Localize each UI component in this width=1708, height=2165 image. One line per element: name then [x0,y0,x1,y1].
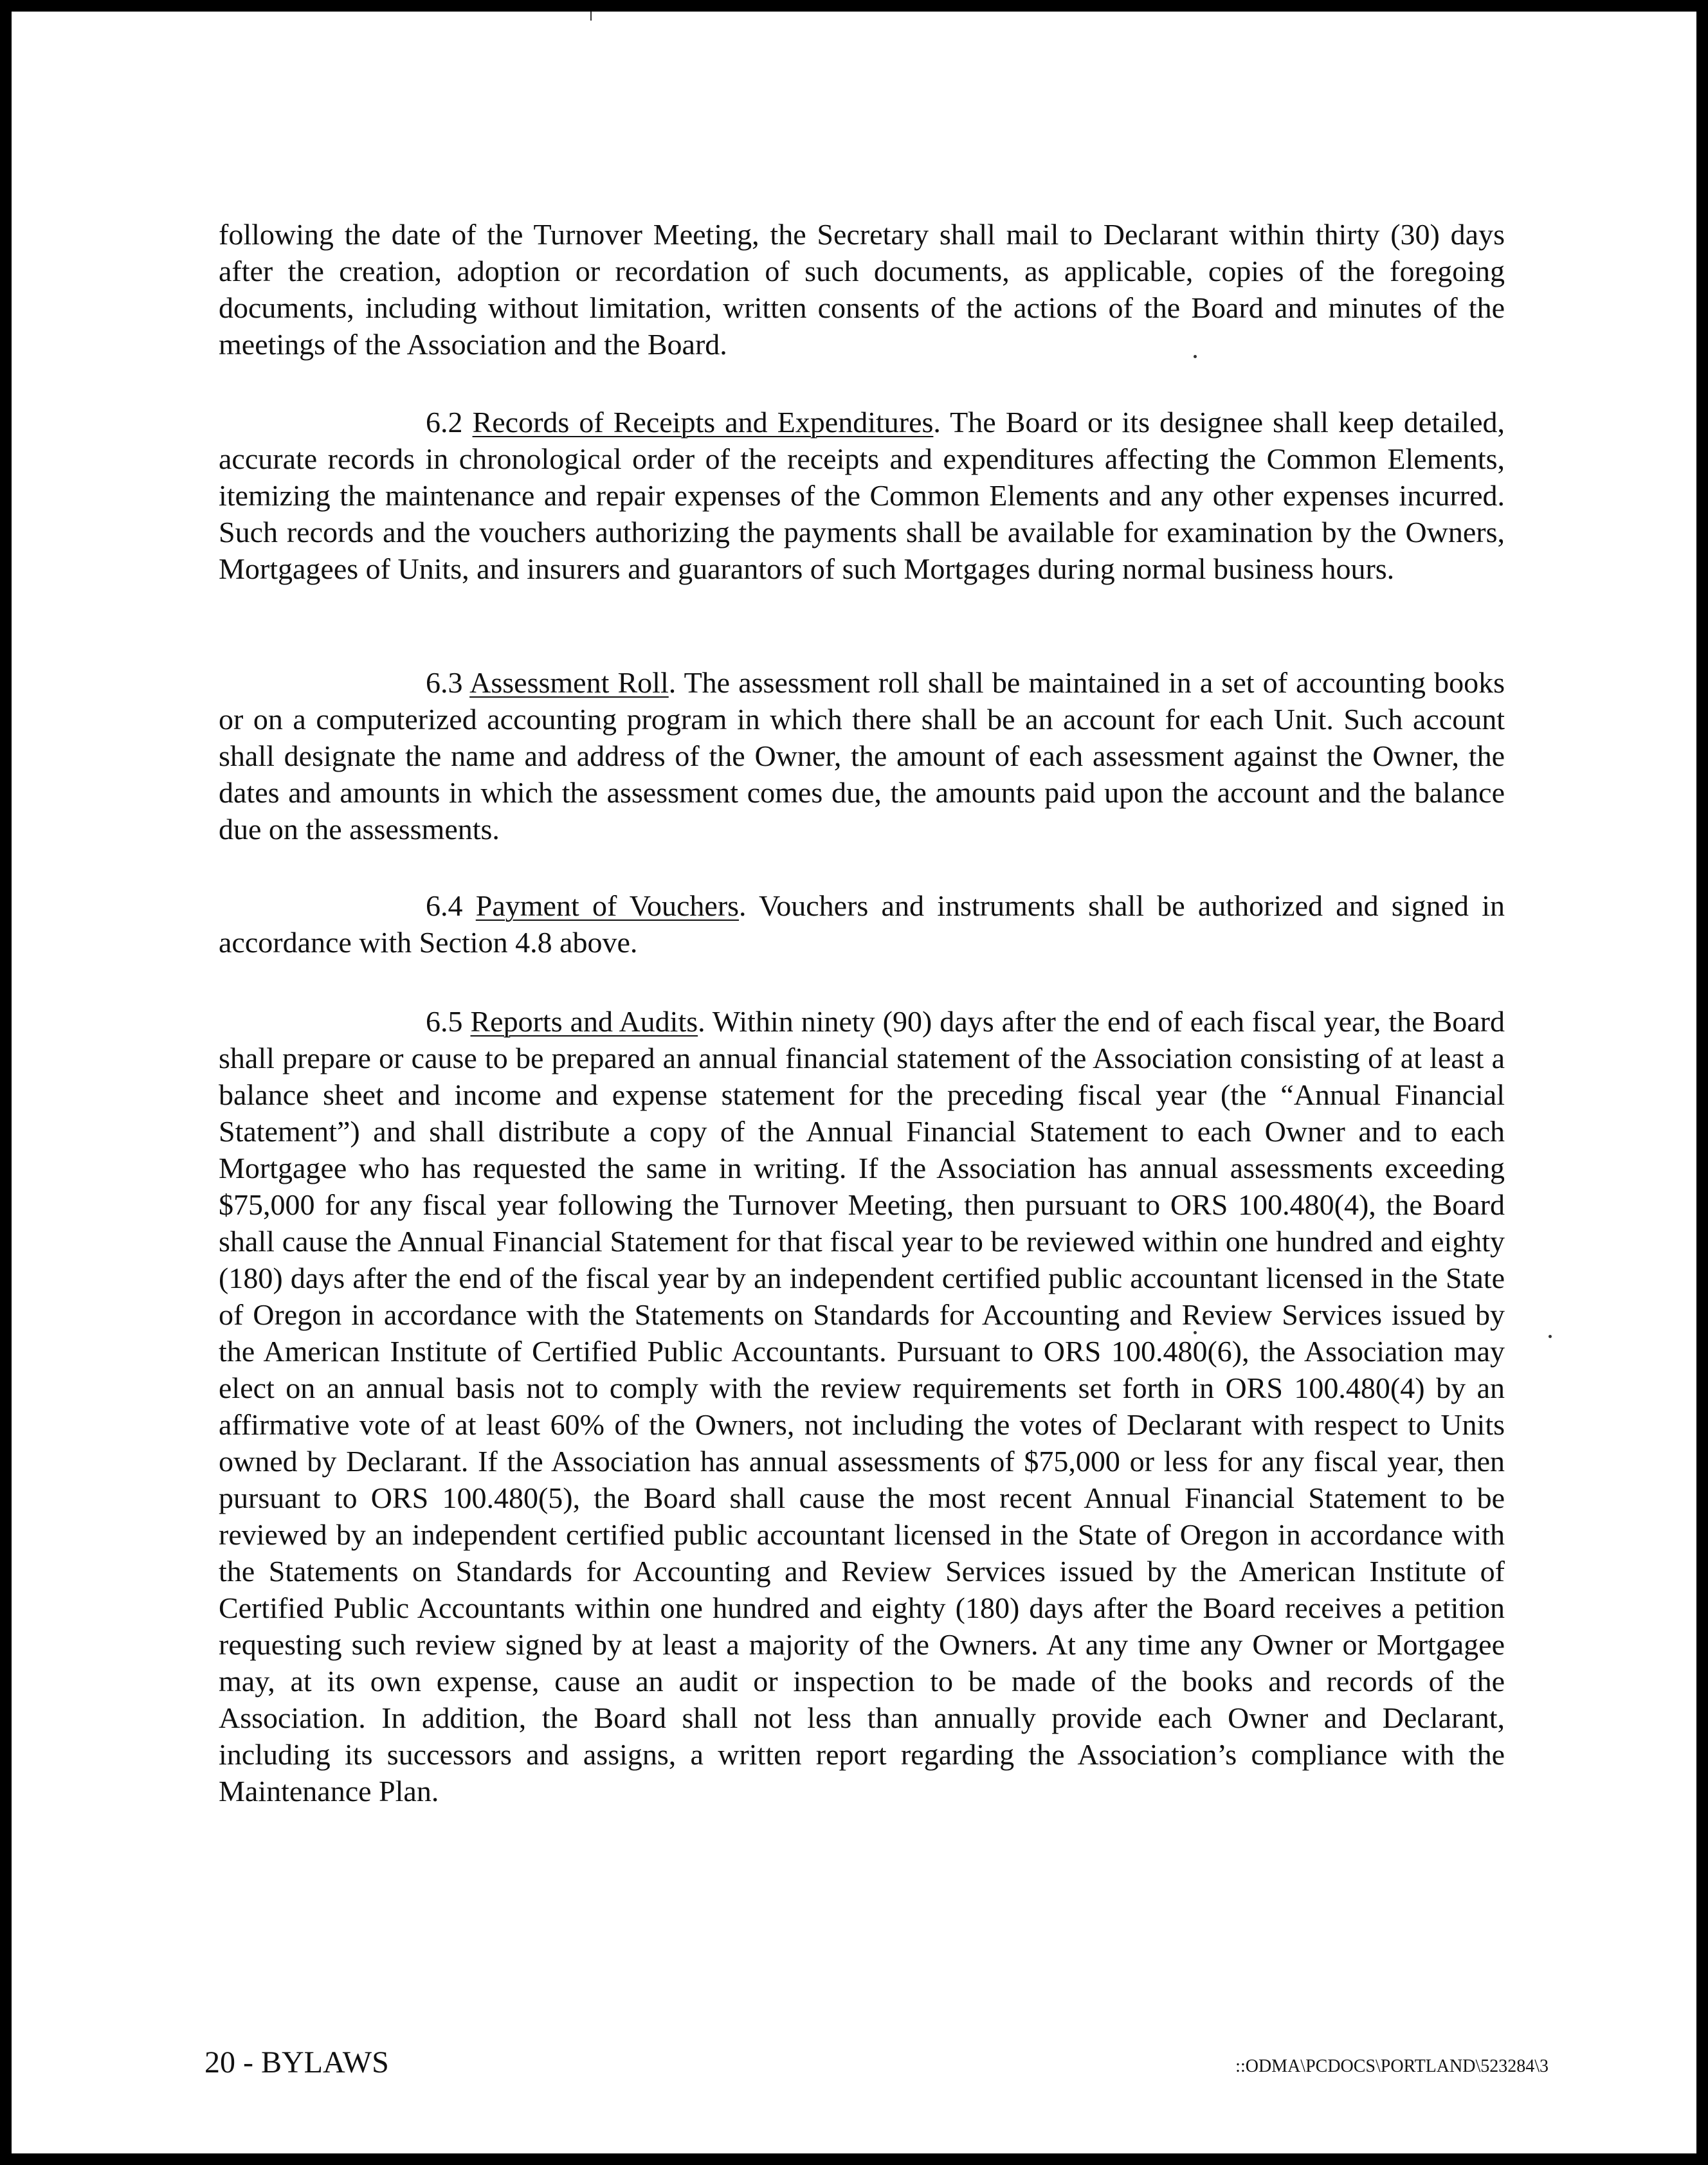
section-body: . The Board or its designee shall keep detailed, accurate records in chronological order of the receipts and expenditures affecting the Common Elements, itemizing the maintenance and repair expenses of the Common Elements and any other expenses incurred. Such records and the vouchers authorizing the payments shall be available for examination by the Owners, Mortgagees of Units, and insurers and guarantors of such Mortgages during normal business hours. [219,406,1505,585]
section-body: . Vouchers and instruments shall be authorized and signed in accordance with Section 4.8 above. [219,889,1505,959]
footer-doc-path: ::ODMA\PCDOCS\PORTLAND\523284\3 [1235,2056,1549,2076]
section-body: . Within ninety (90) days after the end of each fiscal year, the Board shall prepare or cause to be prepared an annual financial statement of the Association consisting of at least a balance sheet and income and expense statement for the preceding fiscal year (the “Annual Financial Statement”) and shall distribute a copy of the Annual Financial Statement to each Owner and to each Mortgagee who has requested the same in writing. If the Association has annual assessments exceeding $75,000 for any fiscal year following the Turnover Meeting, then pursuant to ORS 100.480(4), the Board shall cause the Annual Financial Statement for that fiscal year to be reviewed within one hundred and eighty (180) days after the end of the fiscal year by an independent certified public accountant licensed in the State of Oregon in accordance with the Statements on Standards for Accounting and Review Services issued by the American Institute of Certified Public Accountants. Pursuant to ORS 100.480(6), the Association may elect on an annual basis not to comply with the review requirements set forth in ORS 100.480(4) by an affirmative vote of at least 60% of the Owners, not including the votes of Declarant with respect to Units owned by Declarant. If the Association has annual assessments of $75,000 or less for any fiscal year, then pursuant to ORS 100.480(5), the Board shall cause the most recent Annual Financial Statement to be reviewed by an independent certified public accountant licensed in the State of Oregon in accordance with the Statements on Standards for Accounting and Review Services issued by the American Institute of Certified Public Accountants within one hundred and eighty (180) days after the Board receives a petition requesting such review signed by at least a majority of the Owners. At any time any Owner or Mortgagee may, at its own expense, cause an audit or inspection to be made of the books and records of the Association. In addition, the Board shall not less than annually provide each Owner and Declarant, including its successors and assigns, a written report regarding the Association’s compliance with the Maintenance Plan. [219,1005,1505,1807]
scan-speck [590,12,592,21]
section-paragraph [219,887,1505,961]
document-page [12,12,1696,2153]
section-heading: Payment of Vouchers [475,889,740,922]
section-number: 6.3 [426,666,463,699]
section-6-2 [219,404,1505,587]
section-heading: Records of Receipts and Expenditures [472,406,934,439]
section-paragraph [219,664,1505,847]
section-heading: Assessment Roll [469,666,669,699]
section-number: 6.5 [426,1005,463,1038]
section-paragraph [219,404,1505,587]
section-body: . The assessment roll shall be maintained in a set of accounting books or on a computerized accounting program in which there shall be an account for each Unit. Such account shall designate the name and address of the Owner, the amount of each assessment against the Owner, the dates and amounts in which the assessment comes due, the amounts paid upon the account and the balance due on the assessments. [219,666,1505,846]
scan-speck [1549,1335,1552,1338]
continuation-text: following the date of the Turnover Meeting, the Secretary shall mail to Declarant within thirty (30) days after the creation, adoption or recordation of such documents, as applicable, copies of the foregoing documents, including without limitation, written consents of the actions of the Board and minutes of the meetings of the Association and the Board. [219,218,1505,361]
section-paragraph [219,1003,1505,1809]
section-number: 6.2 [426,406,463,439]
section-heading: Reports and Audits [470,1005,698,1038]
footer-page-label: 20 - BYLAWS [204,2045,389,2079]
section-6-5 [219,1003,1505,1809]
section-6-4 [219,887,1505,961]
section-6-3 [219,664,1505,847]
section-number: 6.4 [426,889,463,922]
paragraph-continuation [219,216,1505,363]
